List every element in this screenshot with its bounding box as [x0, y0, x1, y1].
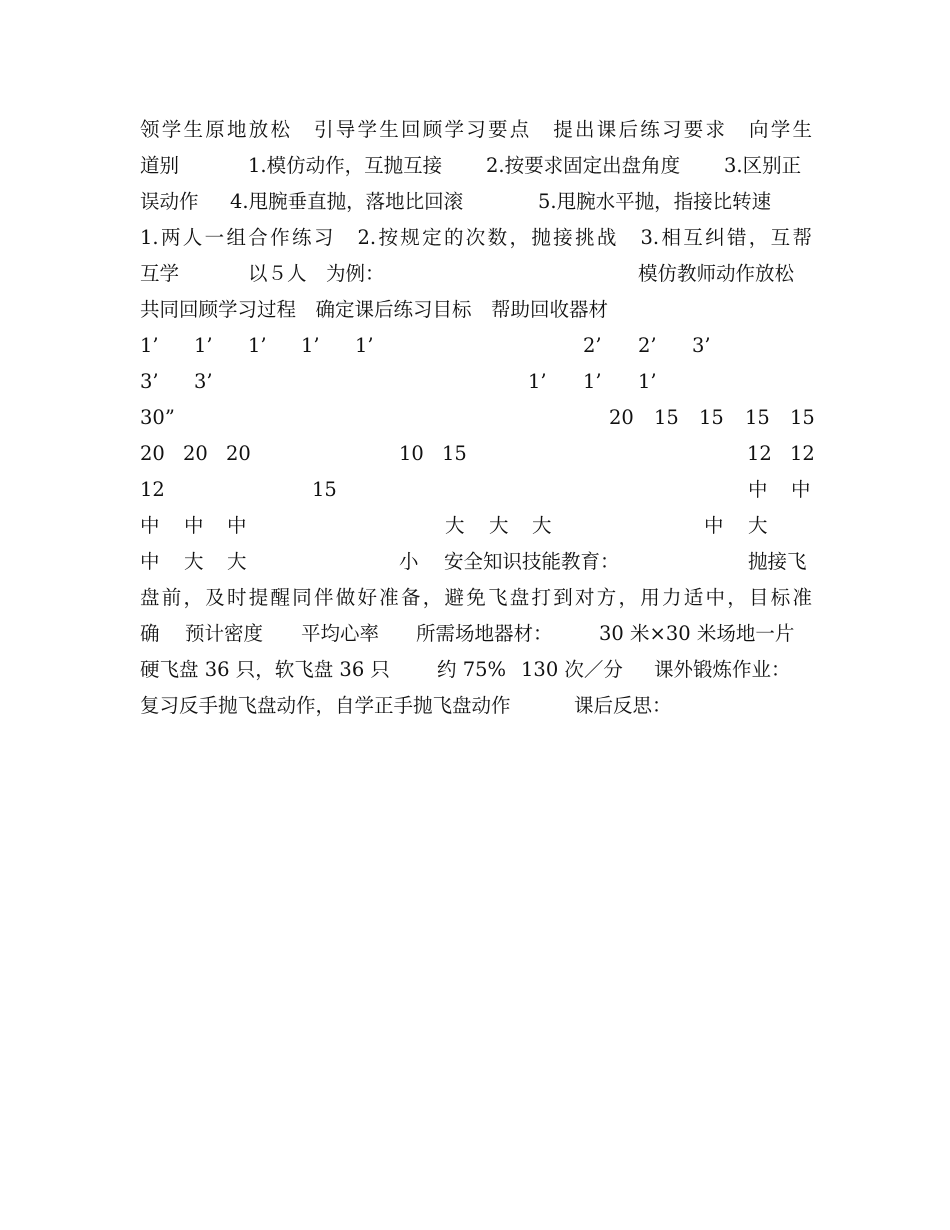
intensity-value: 中 — [140, 550, 160, 573]
homework-label: 课外锻炼作业： — [654, 658, 791, 681]
count-value: 20 — [183, 442, 208, 465]
intensity-value: 小 — [399, 550, 419, 573]
time-value: 1’ — [355, 334, 374, 357]
time-value: 1’ — [248, 334, 267, 357]
count-value: 20 — [140, 442, 165, 465]
imitate-relax-text: 模仿教师动作放松 — [638, 262, 795, 285]
time-value: 1’ — [583, 370, 602, 393]
count-value: 12 — [747, 442, 772, 465]
safety-text: 盘前，及时提醒同伴做好准备，避免飞盘打到对方，用力适中，目标准 — [140, 586, 812, 609]
intensity-row — [140, 508, 812, 544]
text-line — [140, 256, 812, 292]
time-value: 3’ — [140, 370, 159, 393]
text-line — [140, 112, 812, 148]
count-value: 12 — [140, 478, 165, 501]
time-value: 1’ — [194, 334, 213, 357]
count-value: 15 — [699, 406, 724, 429]
group-practice-text: 1.两人一组合作练习 2.按规定的次数，抛接挑战 3.相互纠错，互帮 — [140, 226, 812, 249]
intensity-value: 大 — [748, 514, 768, 537]
safety-text-start: 抛接飞 — [748, 550, 807, 573]
time-value: 1’ — [528, 370, 547, 393]
farewell-text: 道别 — [140, 154, 180, 177]
count-value: 10 — [399, 442, 424, 465]
text-line — [140, 148, 812, 184]
count-value: 20 — [226, 442, 251, 465]
time-value: 1’ — [638, 370, 657, 393]
equipment-label: 所需场地器材： — [416, 622, 553, 645]
text-line — [140, 688, 812, 724]
text-line — [140, 652, 812, 688]
review-text: 共同回顾学习过程 确定课后练习目标 帮助回收器材 — [140, 298, 609, 321]
count-value: 20 — [609, 406, 634, 429]
count-value: 15 — [790, 406, 815, 429]
intensity-value: 大 — [489, 514, 509, 537]
intensity-value: 中 — [791, 478, 811, 501]
text-line — [140, 616, 812, 652]
frisbee-count-text: 硬飞盘 36 只，软飞盘 36 只 — [140, 658, 390, 681]
practice-item-1: 1.模仿动作，互抛互接 — [248, 154, 443, 177]
time-value: 3’ — [692, 334, 711, 357]
mutual-learning-text: 互学 — [140, 262, 180, 285]
intensity-value: 中 — [140, 514, 160, 537]
count-value: 15 — [442, 442, 467, 465]
practice-item-2: 2.按要求固定出盘角度 — [486, 154, 681, 177]
safety-text-end: 确 — [140, 622, 160, 645]
count-intensity-row — [140, 472, 812, 508]
count-value: 15 — [312, 478, 337, 501]
practice-item-3: 3.区别正 — [724, 154, 802, 177]
text-line — [140, 220, 812, 256]
practice-item-4: 4.甩腕垂直抛，落地比回滚 — [230, 190, 464, 213]
count-value: 15 — [745, 406, 770, 429]
time-row — [140, 328, 812, 364]
practice-item-5: 5.甩腕水平抛，指接比转速 — [538, 190, 772, 213]
count-value: 12 — [790, 442, 815, 465]
text-line — [140, 292, 812, 328]
time-value: 2’ — [638, 334, 657, 357]
text-line — [140, 580, 812, 616]
intensity-value: 大 — [184, 550, 204, 573]
reflection-label: 课后反思： — [574, 694, 672, 717]
density-label: 预计密度 — [185, 622, 264, 645]
count-value: 15 — [654, 406, 679, 429]
practice-item-3-cont: 误动作 — [140, 190, 199, 213]
intensity-safety-row — [140, 544, 812, 580]
time-value: 3’ — [194, 370, 213, 393]
intensity-value: 中 — [227, 514, 247, 537]
time-value: 1’ — [301, 334, 320, 357]
intensity-value: 大 — [227, 550, 247, 573]
intensity-value: 中 — [748, 478, 768, 501]
intensity-value: 中 — [184, 514, 204, 537]
homework-text: 复习反手抛飞盘动作，自学正手抛飞盘动作 — [140, 694, 511, 717]
heart-rate-value: 130 次／分 — [521, 658, 623, 681]
count-row — [140, 436, 815, 472]
time-value: 30” — [140, 406, 175, 429]
field-size-text: 30 米×30 米场地一片 — [599, 622, 795, 645]
intensity-value: 中 — [704, 514, 724, 537]
heart-rate-label: 平均心率 — [301, 622, 380, 645]
closing-steps-text: 领学生原地放松 引导学生回顾学习要点 提出课后练习要求 向学生 — [140, 118, 812, 141]
time-count-row — [140, 400, 815, 436]
safety-heading: 安全知识技能教育： — [444, 550, 620, 573]
time-row — [140, 364, 812, 400]
intensity-value: 大 — [532, 514, 552, 537]
density-value: 约 75% — [437, 658, 507, 681]
time-value: 1’ — [140, 334, 159, 357]
group-example-text: 以５人 为例： — [248, 262, 385, 285]
text-line — [140, 184, 812, 220]
time-value: 2’ — [583, 334, 602, 357]
intensity-value: 大 — [445, 514, 465, 537]
